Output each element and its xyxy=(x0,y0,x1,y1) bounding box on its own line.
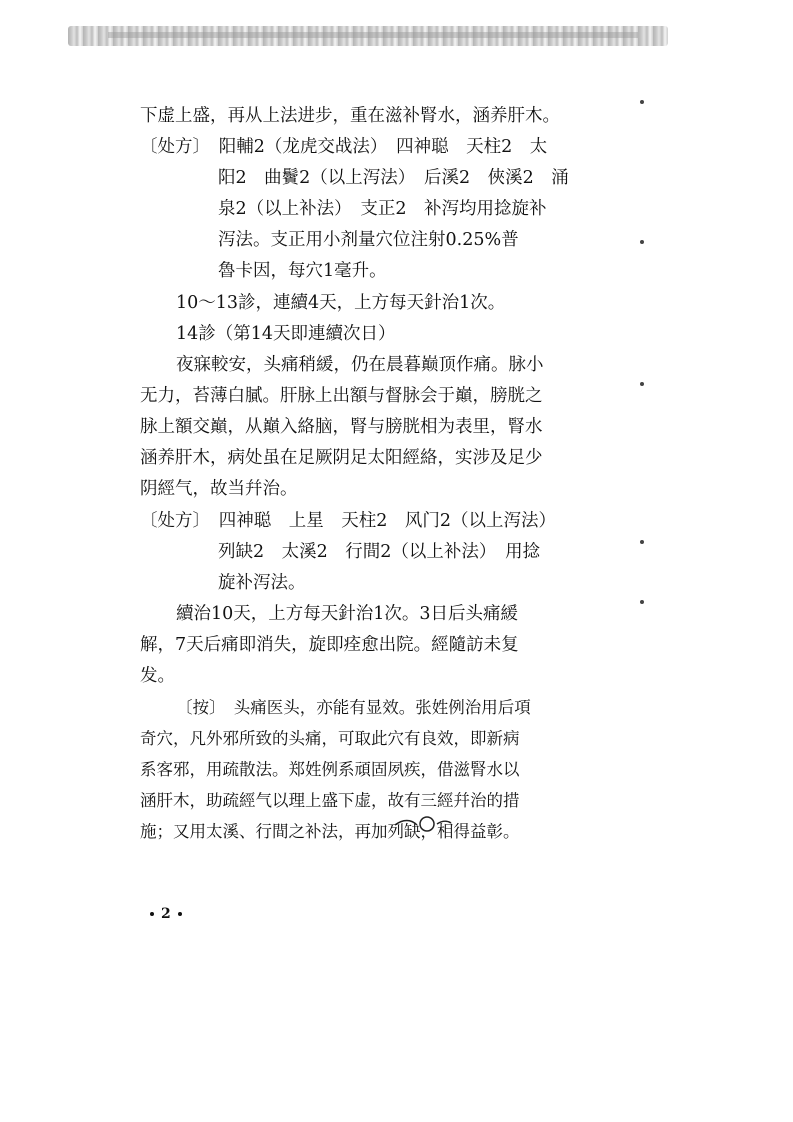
text-line-15: 列缺2 太溪2 行間2（以上补法） 用捻 xyxy=(218,542,541,562)
text-line-9: 夜寐較安，头痛稍緩，仍在晨暮巅顶作痛。脉小 xyxy=(176,355,544,375)
scan-speck xyxy=(640,240,644,244)
text-line-17: 續治10天，上方每天針治1次。3日后头痛緩 xyxy=(176,604,519,624)
scan-speck xyxy=(640,100,644,104)
text-line-8: 14診（第14天即連續次日） xyxy=(176,324,396,344)
text-line-12: 涵养肝木，病处虽在足厥阴足太阳經絡，实涉及足少 xyxy=(140,448,543,468)
text-line-2: 〔处方〕 阳輔2（龙虎交战法） 四神聪 天柱2 太 xyxy=(140,137,548,157)
text-line-10: 无力，苔薄白膩。肝脉上出額与督脉会于巔，膀胱之 xyxy=(140,386,543,406)
scan-speck xyxy=(640,540,644,544)
text-line-20: 〔按〕 头痛医头，亦能有显效。张姓例治用后項 xyxy=(176,698,531,717)
text-line-14: 〔处方〕 四神聪 上星 天柱2 风门2（以上泻法） xyxy=(140,511,557,531)
page-number-dot-right xyxy=(178,912,182,916)
text-line-24: 施；又用太溪、行間之补法，再加列缺，相得益彰。 xyxy=(140,822,520,841)
text-line-5: 泻法。支正用小剂量穴位注射0.25%普 xyxy=(218,230,519,250)
text-line-11: 脉上額交巔，从巔入絡脑，腎与膀胱相为表里，腎水 xyxy=(140,417,543,437)
section-end-flourish xyxy=(393,811,453,835)
text-line-22: 系客邪，用疏散法。郑姓例系頑固夙疾，借滋腎水以 xyxy=(140,760,520,779)
page-number-value: 2 xyxy=(161,906,171,922)
text-line-3: 阳2 曲鬢2（以上泻法） 后溪2 俠溪2 涌 xyxy=(218,168,569,188)
scan-speck xyxy=(640,600,644,604)
page-number-dot-left xyxy=(150,912,154,916)
text-line-21: 奇穴，凡外邪所致的头痛，可取此穴有良效，即新病 xyxy=(140,729,520,748)
text-line-4: 泉2（以上补法） 支正2 补泻均用捻旋补 xyxy=(218,199,547,219)
text-line-18: 解，7天后痛即消失，旋即痊愈出院。經隨訪未复 xyxy=(140,635,519,655)
text-line-13: 阴經气，故当幷治。 xyxy=(140,479,298,499)
page-number xyxy=(143,906,189,922)
scan-edge-shadow xyxy=(68,26,668,46)
text-line-19: 发。 xyxy=(140,666,175,686)
text-line-16: 旋补泻法。 xyxy=(218,573,306,593)
text-line-23: 涵肝木，助疏經气以理上盛下虚，故有三經幷治的措 xyxy=(140,791,520,810)
text-line-7: 10～13診，連續4天，上方每天針治1次。 xyxy=(176,293,506,313)
text-line-1: 下虚上盛，再从上法进步，重在滋补腎水，涵养肝木。 xyxy=(140,106,560,126)
scan-speck xyxy=(640,382,644,386)
text-line-6: 魯卡因，每穴1毫升。 xyxy=(218,261,387,281)
